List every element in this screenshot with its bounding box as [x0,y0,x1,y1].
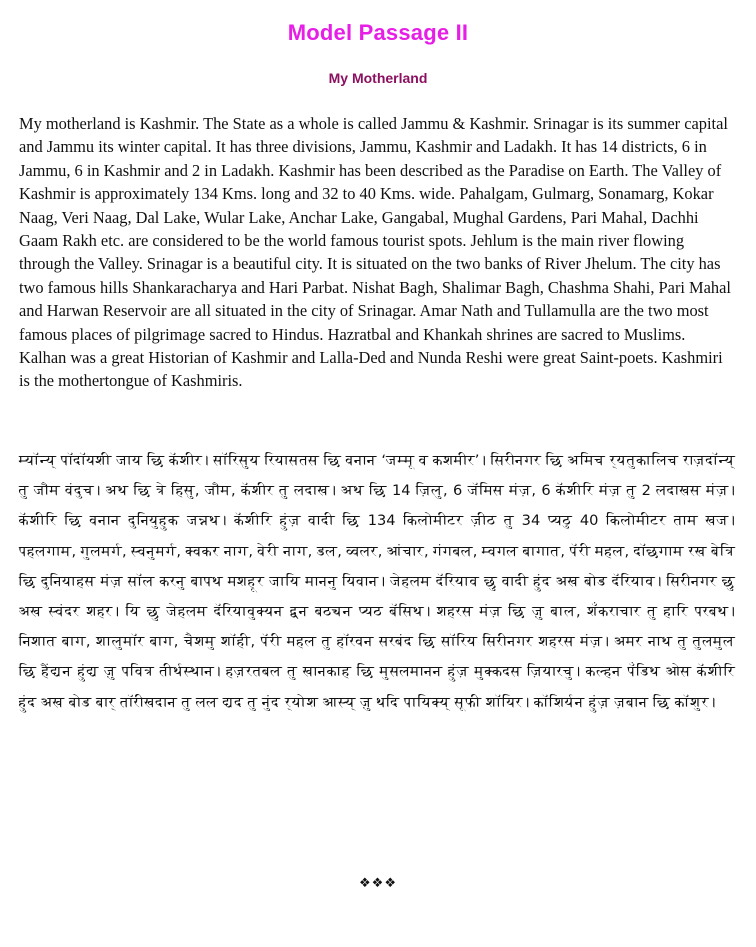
english-paragraph: My motherland is Kashmir. The State as a whole is called Jammu & Kashmir. Srinagar is its summer capital and Jammu its winter capital. It has three divisions, Jammu, Kashmir and Ladakh. It has 14 districts, 6 in Jammu, 6 in Kashmir and 2 in Ladakh. Kashmir has been described as the Paradise on Earth. The Valley of Kashmir is approximately 134 Kms. long and 32 to 40 Kms. wide. Pahalgam, Gulmarg, Sonamarg, Kokar Naag, Veri Naag, Dal Lake, Wular Lake, Anchar Lake, Gangabal, Mughal Gardens, Pari Mahal, Dachhi Gaam Rakh etc. are considered to be the world famous tourist spots. Jehlum is the main river flowing through the Valley. Srinagar is a beautiful city. It is situated on the two banks of River Jhelum. The city has two famous hills Shankaracharya and Hari Parbat. Nishat Bagh, Shalimar Bagh, Chashma Shahi, Pari Mahal and Harwan Reservoir are all situated in the city of Srinagar. Amar Nath and Tullamulla are the two most famous places of pilgrimage sacred to Hindus. Hazratbal and Khankah shrines are sacred to Muslims. Kalhan was a great Historian of Kashmir and Lalla-Ded and Nunda Reshi were great Saint-poets. Kashmiri is the mothertongue of Kashmiris. [19,114,731,391]
passage-subtitle: My Motherland [328,70,428,86]
passage-title: Model Passage II [287,20,469,45]
kashmiri-paragraph: म्यॉन्य् पॉदॉयशी जाय छि कॅशीर। सॉरिसुय रियासतस छि वनान ‘जम्मू व कशमीर’। सिरीनगर छि अमिच र्‌यतुकालिच राज़दॉन्य् तु जौम वंदुच। अथ छि त्रे हिसु, जौम, कॅशीर तु लदाख। अथ छि 14 ज़िलु, 6 जॅमिस मंज़, 6 कॅशीरि मंज़ तु 2 लदाखस मंज़। कॅशीरि छि वनान दुनियुहुक जन्नथ। कॅशीरि हुंज़ वादी छि 134 किलोमीटर ज़ीठ तु 34 प्यठु 40 किलोमीटर ताम खज। पहलगाम, गुलमर्ग, स्वनुमर्ग, क्वकर नाग, वेरी नाग, डल, व्वलर, आंचार, गंगबल, म्वगल बागात, पॅरी महल, दॉछगाम रख बेत्रि छि दुनियाहस मंज़ सॉल करनु बापथ मशहूर जायि माननु यिवान। जेहलम दॅरियाव छु वादी हुंद अख बोड दॅरियाव। सिरीनगर छु अख स्वंदर शहर। यि छु जेहलम दॅरियावुक्यन द्वन बठ्यन प्यठ बॅसिथ। शहरस मंज़ छि ज़ु बाल, शॅंकराचार तु हारि परबथ। निशात बाग, शालुमॉर बाग, चैशमु शॉही, पॅरी महल तु हॉरवन सरबंद छि सॉरिय सिरीनगर शहरस मंज़। अमर नाथ तु तुलमुल छि हैंद्यन हुंद्य ज़ु पवित्र तीर्थस्थान। हज़रतबल तु खानकाह छि मुसलमानन हुंज़ मुक्कदस ज़ियारचु। कल्हन पॅंडिथ ओस कॅशीरि हुंद अख बोड बार् तॉरीखदान तु लल द्यद तु नुंद र्‌योश आस्य् ज़ु थदि पायिक्य् सूफी शॉयिर। कॉशिर्यन हुंज़ ज़बान छि कॉशुर। [19,452,735,711]
section-divider-icon: ❖❖❖ [359,876,397,891]
